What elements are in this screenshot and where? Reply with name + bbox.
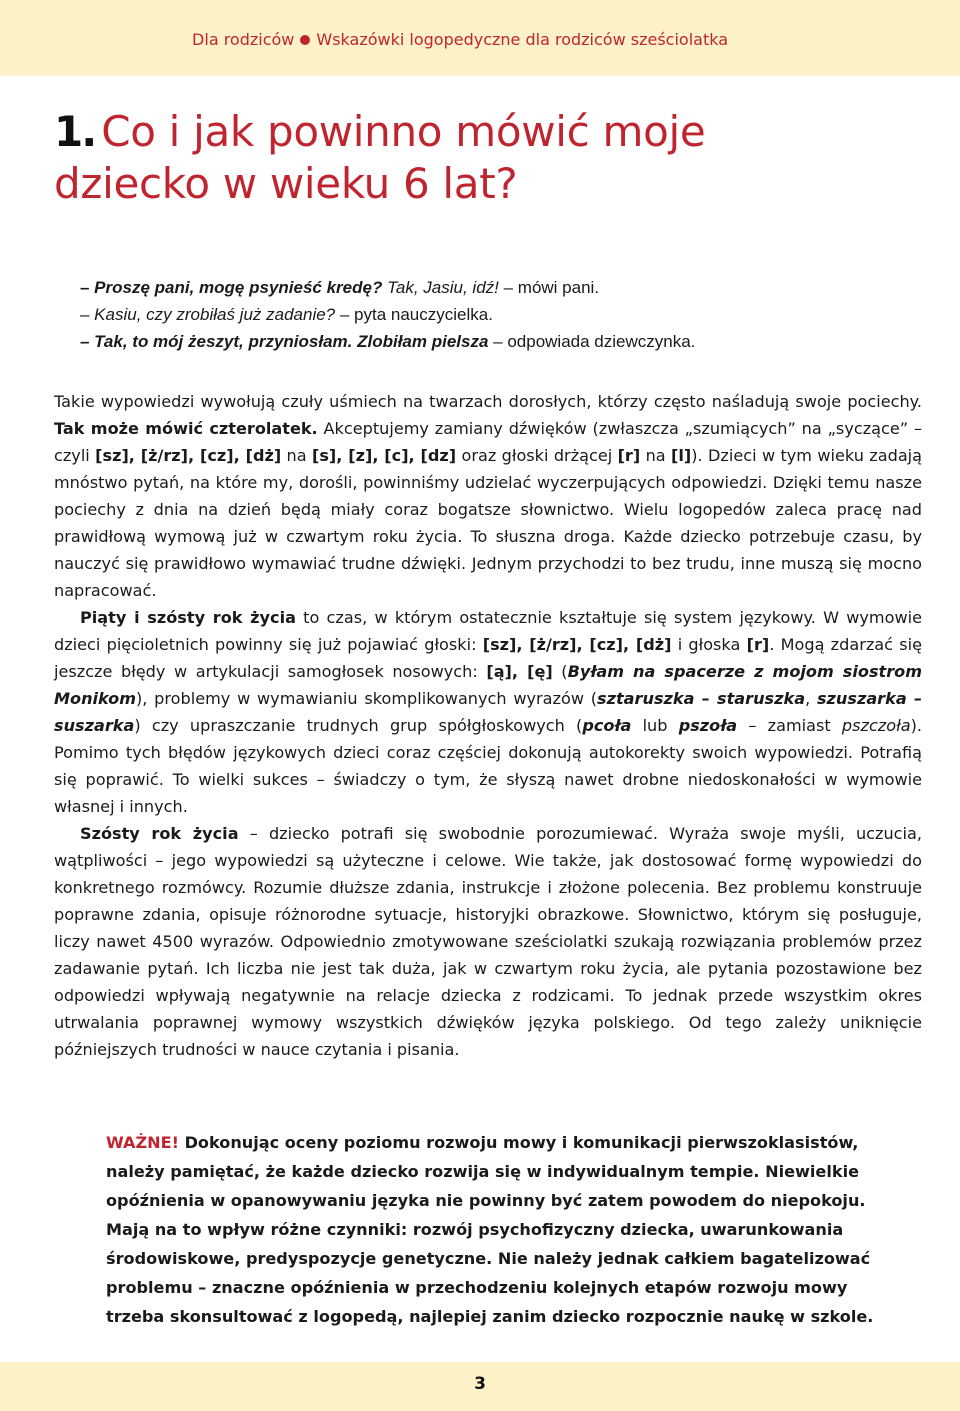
bullet-dot-icon	[300, 35, 310, 45]
dialog-line	[80, 274, 695, 301]
running-header	[192, 30, 728, 49]
dialog-line	[80, 301, 695, 328]
chapter-title-line2: dziecko w wieku 6 lat?	[54, 159, 518, 208]
important-text: Dokonując oceny poziomu rozwoju mowy i komunikacji pierwszoklasistów, należy pamiętać, że każde dziecko rozwija się w indywidualnym tempie. Niewielkie opóźnienia w opanowywaniu języka nie powinny być zatem powodem do niepokoju. Mają na to wpływ różne czynniki: rozwój psychofizyczny dziecka, uwarunkowania środowiskowe, predyspozycje genetyczne. Nie należy jednak całkiem bagatelizować problemu – znaczne opóźnienia w przechodzeniu kolejnych etapów rozwoju mowy trzeba skonsultować z logopedą, najlepiej zanim dziecko rozpocznie naukę w szkole.	[106, 1133, 874, 1326]
dialog-reply: Tak, Jasiu, idź!	[382, 278, 499, 297]
important-note	[106, 1128, 886, 1331]
dialog-line	[80, 328, 695, 355]
important-label: WAŻNE!	[106, 1133, 179, 1152]
paragraph-four-year-old: Takie wypowiedzi wywołują czuły uśmiech na twarzach dorosłych, którzy często naśladują swoje pociechy. Tak może mówić czterolatek. Akceptujemy zamiany dźwięków (zwłaszcza „szumiących” na „syczące” – czyli [sz], [ż/rz], [cz], [dż] na [s], [z], [c], [dz] oraz głoski drżącej [r] na [l]). Dzieci w tym wieku zadają mnóstwo pytań, na które my, dorośli, powinniśmy udzielać wyczerpujących odpowiedzi. Dzięki temu nasze pociechy z dnia na dzień będą miały coraz bogatsze słownictwo. Wielu logopedów zaleca pracę nad prawidłową wymową już w czwartym roku życia. To słuszna droga. Każde dziecko potrzebuje czasu, by nauczyć się prawidłowo wymawiać trudne dźwięki. Jednym przychodzi to bez trudu, inne muszą się mocno napracować.	[54, 392, 923, 600]
dialog-tag: – odpowiada dziewczynka.	[488, 332, 696, 351]
dialog-speech: – Proszę pani, mogę psynieść kredę?	[80, 278, 383, 297]
page-number: 3	[474, 1374, 486, 1394]
dialog-speech: – Tak, to mój żeszyt, przyniosłam. Zlobiłam pielsza	[80, 332, 489, 351]
dialog-examples	[80, 274, 695, 355]
dialog-tag: – mówi pani.	[498, 278, 600, 297]
chapter-number: 1.	[54, 107, 96, 156]
header-publication-title: Wskazówki logopedyczne dla rodziców sześciolatka	[316, 30, 728, 49]
paragraph-sixth-year: Szósty rok życia – dziecko potrafi się swobodnie porozumiewać. Wyraża swoje myśli, uczucia, wątpliwości – jego wypowiedzi są użyteczne i celowe. Wie także, jak dostosować formę wypowiedzi do konkretnego rozmówcy. Rozumie dłuższe zdania, instrukcje i złożone polecenia. Bez problemu konstruuje poprawne zdania, opisuje różnorodne sytuacje, historyjki obrazkowe. Słownictwo, którym się posługuje, liczy nawet 4500 wyrazów. Odpowiednio zmotywowane sześciolatki szukają rozwiązania problemów przez zadawanie pytań. Ich liczba nie jest tak duża, jak w czwartym roku życia, ale pytania pozostawione bez odpowiedzi wpływają negatywnie na relacje dziecka z rodzicami. To jednak przede wszystkim okres utrwalania poprawnej wymowy wszystkich dźwięków języka polskiego. Od tego zależy uniknięcie późniejszych trudności w nauce czytania i pisania.	[54, 824, 922, 1059]
dialog-speech: – Kasiu, czy zrobiłaś już zadanie?	[80, 305, 336, 324]
dialog-tag: – pyta nauczycielka.	[335, 305, 493, 324]
paragraph-fifth-sixth-year: Piąty i szósty rok życia to czas, w którym ostatecznie kształtuje się system językowy. W wymowie dzieci pięcioletnich powinny się już pojawiać głoski: [sz], [ż/rz], [cz], [dż] i głoska [r]. Mogą zdarzać się jeszcze błędy w artykulacji samogłosek nosowych: [ą], [ę] (Byłam na spacerze z mojom siostrom Monikom), problemy w wymawianiu skomplikowanych wyrazów (sztaruszka – staruszka, szuszarka – suszarka) czy upraszczanie trudnych grup spółgłoskowych (pcoła lub pszoła – zamiast pszczoła). Pomimo tych błędów językowych dzieci coraz częściej dokonują autokorekty swoich wypowiedzi. Potrafią się poprawić. To wielki sukces – świadczy o tym, że słyszą nawet drobne niedoskonałości w wymowie własnej i innych.	[54, 608, 922, 816]
header-section-label: Dla rodziców	[192, 30, 295, 49]
chapter-title-line1: Co i jak powinno mówić moje	[101, 107, 706, 156]
chapter-title	[54, 106, 914, 210]
article-body	[54, 388, 922, 1063]
